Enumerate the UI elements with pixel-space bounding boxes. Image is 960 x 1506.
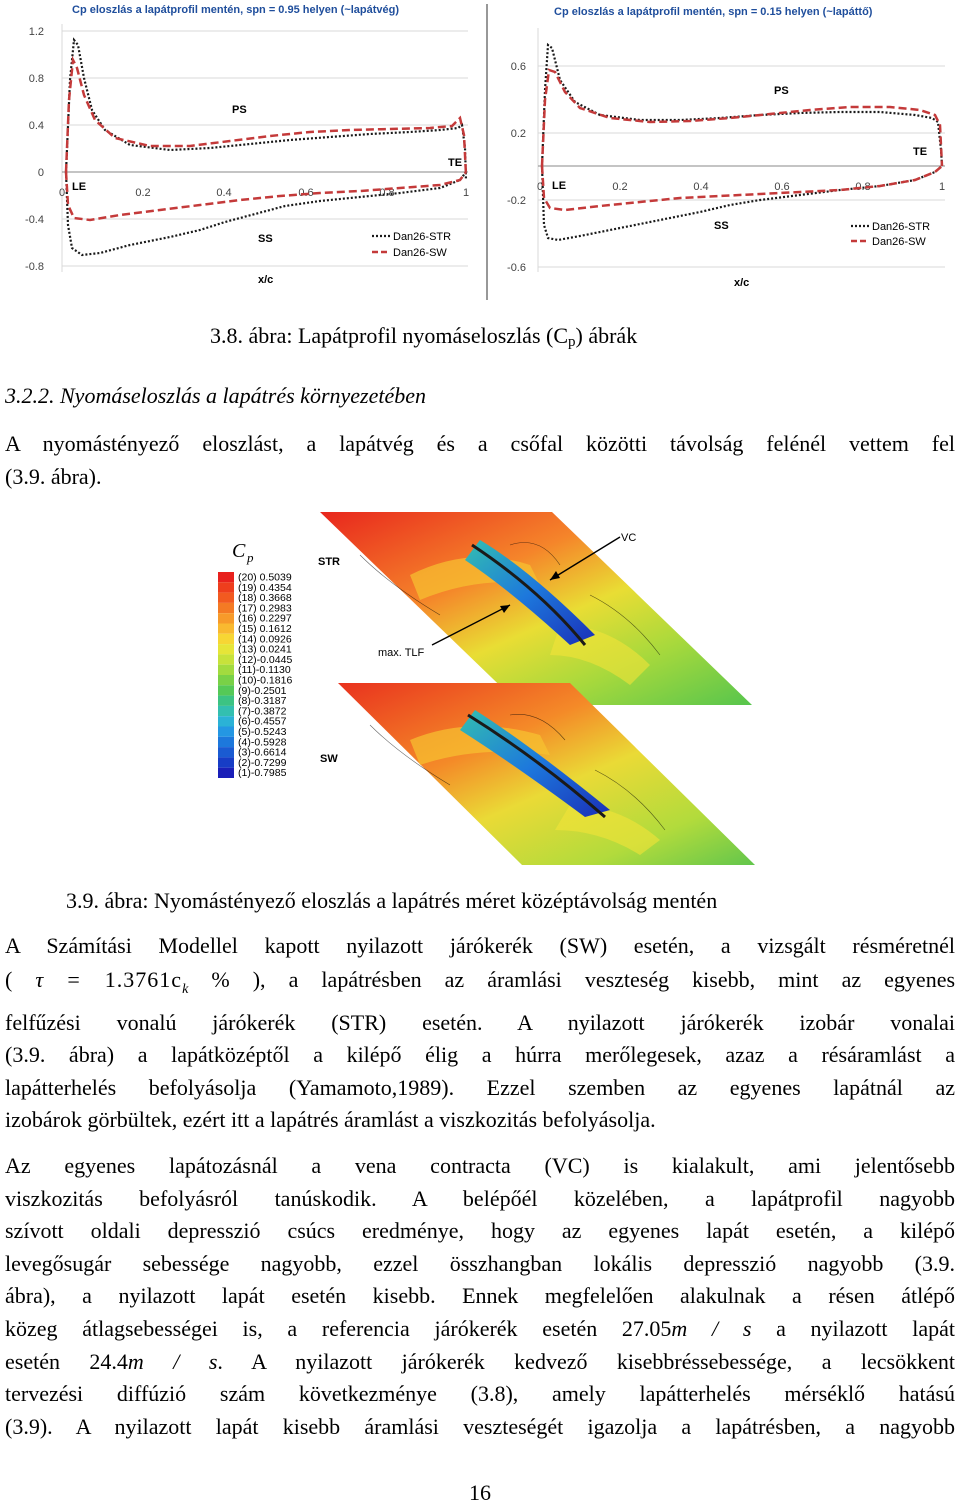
cp-legend-swatch bbox=[218, 644, 234, 654]
formula-percent: % bbox=[188, 966, 230, 992]
cp-legend-label: (6)-0.4557 bbox=[238, 715, 287, 728]
cp-legend-swatch bbox=[218, 582, 234, 592]
velocity-unit: m / s bbox=[127, 1348, 218, 1374]
chart-right-ytick: 0.2 bbox=[510, 128, 526, 140]
para-line: A Számítási Modellel kapott nyilazott járókerék (SW) esetén, a vizsgált résméretnél bbox=[5, 933, 955, 958]
chart-right-xtick: 0.2 bbox=[612, 181, 628, 193]
cp-legend-label: (17) 0.2983 bbox=[238, 602, 292, 615]
intro-line: (3.9. ábra). bbox=[5, 463, 102, 489]
cp-legend-label: (3)-0.6614 bbox=[238, 746, 287, 759]
para-line: lapátterhelés befolyásolja (Yamamoto,1989). Ezzel szemben az egyenes lapátnál az bbox=[5, 1074, 955, 1100]
chart-right-xtick: 0.8 bbox=[855, 181, 871, 193]
chart-left-ytick: 0 bbox=[37, 167, 44, 179]
figure-3-9 bbox=[210, 505, 755, 865]
chart-right-label-le: LE bbox=[552, 180, 567, 192]
para-line: ábra), a nyilazott lapát esetén kisebb. Ennek megfelelően alakulnak a résen átlépő bbox=[5, 1283, 955, 1309]
intro-line: A nyomástényező eloszlást, a lapátvég és a csőfal közötti távolság felénél vettem fel bbox=[5, 431, 955, 456]
para-line-velocity bbox=[5, 1313, 955, 1346]
chart-right-series-str-upper bbox=[542, 45, 942, 166]
formula-value: = 1.3761c bbox=[43, 966, 183, 992]
cp-legend-label: (4)-0.5928 bbox=[238, 736, 287, 749]
cp-legend-swatch bbox=[218, 654, 234, 664]
para-line: felfűzési vonalú járókerék (STR) esetén. A nyilazott járókerék izobár vonalai bbox=[5, 1009, 955, 1035]
para-text: ), a lapátrésben az áramlási veszteség kisebb, mint az egyenes bbox=[229, 966, 956, 992]
para-line: levegősugár sebessége nagyobb, ezzel összhangban lokális depresszió nagyobb (3.9. bbox=[5, 1250, 955, 1276]
cp-legend-label: (2)-0.7299 bbox=[238, 756, 287, 769]
para-text: . A nyilazott járókerék kedvező kisebbréssebessége, a lecsökkent bbox=[217, 1348, 955, 1374]
chart-left-xtick: 0.6 bbox=[298, 187, 314, 199]
chart-right-label-ps: PS bbox=[774, 85, 789, 97]
chart-left-ytick: 1.2 bbox=[28, 26, 44, 38]
para-line: (3.9. ábra) a lapátközéptől a kilépő élig a húrra merőlegesek, azaz a résáramlást a bbox=[5, 1042, 955, 1068]
cp-legend-swatch bbox=[218, 624, 234, 634]
figure-3-9-caption: 3.9. ábra: Nyomástényező eloszlás a lapátrés méret középtávolság mentén bbox=[66, 888, 718, 913]
chart-left-xtick: 0.8 bbox=[379, 187, 395, 199]
cp-legend-label: (20) 0.5039 bbox=[238, 571, 292, 584]
cp-legend-swatch bbox=[218, 613, 234, 623]
cp-legend-swatch bbox=[218, 572, 234, 582]
chart-left-ytick: 0.4 bbox=[28, 120, 44, 132]
caption-subscript: p bbox=[568, 334, 576, 350]
cp-legend-swatch bbox=[218, 634, 234, 644]
cp-legend bbox=[218, 572, 292, 780]
chart-left-label-ps: PS bbox=[232, 104, 247, 116]
para-text: közeg átlagsebességei is, a referencia járókerék esetén bbox=[5, 1315, 622, 1341]
chart-left-ytick: -0.4 bbox=[25, 214, 44, 226]
cp-symbol: C bbox=[232, 540, 246, 562]
chart-right-ytick: -0.2 bbox=[507, 195, 526, 207]
cp-legend-swatch bbox=[218, 727, 234, 737]
paragraph-1 bbox=[5, 930, 955, 1137]
legend-label-sw: Dan26-SW bbox=[393, 247, 447, 259]
label-sw: SW bbox=[320, 753, 338, 765]
cp-legend-swatch bbox=[218, 706, 234, 716]
cp-legend-label: (15) 0.1612 bbox=[238, 623, 292, 635]
chart-right bbox=[507, 6, 945, 289]
chart-right-series-sw-lower bbox=[542, 166, 942, 210]
cp-legend-label: (8)-0.3187 bbox=[238, 695, 287, 708]
cp-legend-label: (9)-0.2501 bbox=[238, 684, 287, 697]
chart-right-ytick: -0.6 bbox=[507, 262, 526, 274]
chart-left-series-str-upper bbox=[66, 40, 466, 180]
chart-left-legend bbox=[372, 231, 451, 259]
chart-left-series-sw-upper bbox=[66, 60, 466, 175]
chart-left-title: Cp eloszlás a lapátprofil mentén, spn = 0.95 helyen (~lapátvég) bbox=[72, 4, 400, 16]
cp-legend-swatch bbox=[218, 593, 234, 603]
cp-legend-swatch bbox=[218, 696, 234, 706]
formula-subscript: k bbox=[182, 981, 189, 997]
cp-legend-label: (19) 0.4354 bbox=[238, 581, 292, 594]
chart-left-label-le: LE bbox=[72, 181, 87, 193]
chart-left-label-te: TE bbox=[448, 157, 463, 169]
cp-legend-swatch bbox=[218, 716, 234, 726]
caption-text: ) ábrák bbox=[575, 323, 638, 348]
cp-legend-label: (14) 0.0926 bbox=[238, 633, 292, 646]
cp-legend-swatch bbox=[218, 737, 234, 747]
cp-legend-label: (18) 0.3668 bbox=[238, 592, 292, 605]
cp-legend-swatch bbox=[218, 675, 234, 685]
cp-legend-label: (16) 0.2297 bbox=[238, 612, 292, 625]
cp-legend-label: (7)-0.3872 bbox=[238, 705, 287, 718]
cp-legend-swatch bbox=[218, 757, 234, 767]
chart-right-ytick: 0.6 bbox=[510, 61, 526, 73]
cp-legend-swatch bbox=[218, 747, 234, 757]
para-line: tervezési diffúzió szám következménye (3.8), amely lapátterhelés mérséklő hatású bbox=[5, 1381, 955, 1407]
label-str: STR bbox=[318, 556, 340, 568]
chart-left-xtick: 0 bbox=[58, 187, 66, 199]
cp-legend-label: (11)-0.1130 bbox=[238, 664, 291, 677]
section-heading: 3.2.2. Nyomáseloszlás a lapátrés környezetében bbox=[5, 383, 426, 408]
cp-legend-swatch bbox=[218, 603, 234, 613]
cp-legend-label: (10)-0.1816 bbox=[238, 674, 293, 687]
page-number: 16 bbox=[469, 1480, 491, 1505]
chart-left-xtick: 1 bbox=[462, 187, 470, 199]
label-vc: VC bbox=[621, 532, 637, 544]
para-text: esetén bbox=[5, 1348, 90, 1374]
chart-left-label-ss: SS bbox=[258, 233, 273, 245]
chart-right-series-sw-upper bbox=[542, 70, 942, 166]
chart-right-xtick: 1 bbox=[938, 181, 946, 193]
paragraph-2 bbox=[5, 1150, 955, 1443]
para-line: izobárok görbültek, ezért itt a lapátrés áramlást a viszkozitás befolyásolja. bbox=[5, 1107, 656, 1133]
chart-right-label-te: TE bbox=[913, 146, 928, 158]
cp-legend-label: (1)-0.7985 bbox=[238, 767, 287, 780]
cp-subscript: p bbox=[247, 550, 254, 565]
chart-right-xtick: 0.4 bbox=[693, 181, 709, 193]
chart-right-xtick: 0 bbox=[536, 181, 544, 193]
chart-left-series-sw-lower bbox=[66, 172, 466, 220]
velocity-value: 27.05 bbox=[621, 1315, 672, 1341]
para-line: viszkozitás befolyásról tanúskodik. A belépőél közelében, a lapátprofil nagyobb bbox=[5, 1185, 955, 1211]
para-line-velocity bbox=[5, 1346, 955, 1379]
chart-right-xtick: 0.6 bbox=[774, 181, 790, 193]
velocity-unit: m / s bbox=[671, 1315, 752, 1341]
chart-left-xlabel: x/c bbox=[258, 274, 274, 286]
chart-right-xlabel: x/c bbox=[734, 277, 750, 289]
para-text: a nyilazott lapát bbox=[751, 1315, 955, 1341]
figure-3-8-caption bbox=[210, 323, 637, 355]
para-line: (3.9). A nyilazott lapát kisebb áramlási veszteségét igazolja a lapátrésben, a nagyobb bbox=[5, 1413, 955, 1439]
legend-label-str: Dan26-STR bbox=[872, 221, 931, 233]
chart-left-xtick: 0.2 bbox=[135, 187, 151, 199]
cp-legend-swatch bbox=[218, 768, 234, 778]
cp-legend-label: (12)-0.0445 bbox=[238, 653, 293, 666]
cp-legend-label: (13) 0.0241 bbox=[238, 643, 292, 656]
chart-left-ytick: 0.8 bbox=[28, 73, 44, 85]
formula-tau: τ bbox=[35, 966, 44, 992]
intro-paragraph bbox=[5, 428, 955, 493]
para-line: Az egyenes lapátozásnál a vena contracta (VC) is kialakult, ami jelentősebb bbox=[5, 1153, 955, 1178]
chart-left-ytick: -0.8 bbox=[25, 261, 44, 273]
chart-right-title: Cp eloszlás a lapátprofil mentén, spn = 0.15 helyen (~lapáttő) bbox=[554, 6, 873, 18]
contour-str bbox=[320, 512, 752, 705]
chart-right-legend bbox=[851, 221, 930, 248]
figure-3-8 bbox=[0, 0, 960, 310]
formula-paren: ( bbox=[5, 966, 13, 992]
cp-legend-swatch bbox=[218, 665, 234, 675]
cp-legend-label: (5)-0.5243 bbox=[238, 726, 287, 738]
chart-right-label-ss: SS bbox=[714, 220, 729, 232]
cp-legend-swatch bbox=[218, 685, 234, 695]
legend-label-sw: Dan26-SW bbox=[872, 236, 926, 248]
para-line: szívott oldali depresszió csúcs eredménye, hogy az egyenes lapát esetén, a kilépő bbox=[5, 1218, 955, 1244]
velocity-value: 24.4 bbox=[89, 1348, 128, 1374]
para-line-formula bbox=[5, 963, 955, 1007]
chart-left bbox=[25, 4, 469, 286]
contour-sw bbox=[338, 683, 755, 865]
chart-left-xtick: 0.4 bbox=[216, 187, 232, 199]
label-max-tlf: max. TLF bbox=[378, 647, 425, 659]
caption-text: 3.8. ábra: Lapátprofil nyomáseloszlás (C bbox=[210, 323, 569, 348]
legend-label-str: Dan26-STR bbox=[393, 231, 452, 243]
